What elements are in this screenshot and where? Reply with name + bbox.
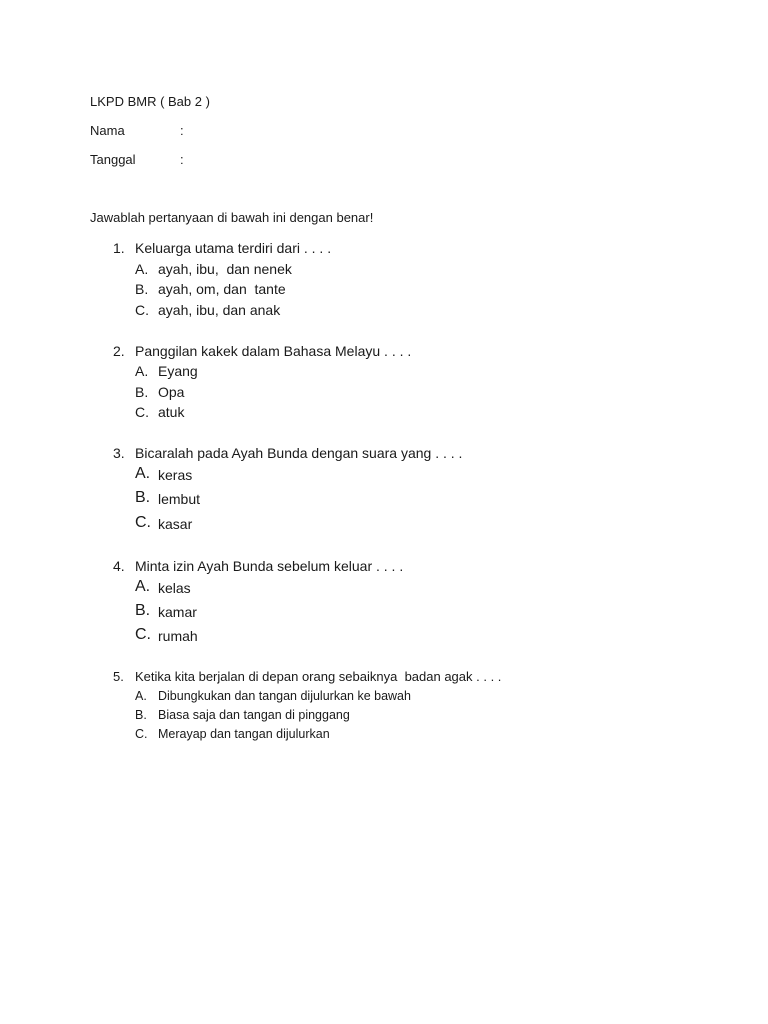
question-number: 1. bbox=[113, 240, 125, 256]
option-letter: B. bbox=[135, 708, 147, 722]
option-text: Dibungkukan dan tangan dijulurkan ke bawah bbox=[158, 689, 411, 703]
option-letter: C. bbox=[135, 727, 148, 741]
option-letter: A. bbox=[135, 465, 151, 482]
option-text: Opa bbox=[158, 384, 185, 400]
question-text: Bicaralah pada Ayah Bunda dengan suara yang . . . . bbox=[135, 445, 463, 461]
question-number: 5. bbox=[113, 669, 124, 684]
option-text: Merayap dan tangan dijulurkan bbox=[158, 727, 330, 741]
question-text: Minta izin Ayah Bunda sebelum keluar . . . . bbox=[135, 558, 404, 574]
question-text: Panggilan kakek dalam Bahasa Melayu . . . . bbox=[135, 343, 412, 359]
option-text: ayah, ibu, dan nenek bbox=[158, 261, 292, 277]
option-text: kelas bbox=[158, 580, 191, 596]
option-letter: A. bbox=[135, 261, 149, 277]
name-colon: : bbox=[180, 123, 184, 138]
instruction-text: Jawablah pertanyaan di bawah ini dengan benar! bbox=[90, 210, 374, 225]
option-letter: B. bbox=[135, 602, 151, 619]
option-text: ayah, ibu, dan anak bbox=[158, 302, 281, 318]
option-letter: A. bbox=[135, 578, 151, 595]
option-letter: B. bbox=[135, 384, 149, 400]
option-text: atuk bbox=[158, 404, 185, 420]
option-text: Eyang bbox=[158, 363, 198, 379]
question-text: Ketika kita berjalan di depan orang sebaiknya badan agak . . . . bbox=[135, 669, 502, 684]
name-label: Nama bbox=[90, 123, 125, 138]
option-letter: A. bbox=[135, 689, 147, 703]
option-text: kamar bbox=[158, 604, 197, 620]
option-letter: B. bbox=[135, 281, 149, 297]
option-letter: C. bbox=[135, 514, 151, 531]
question-number: 3. bbox=[113, 445, 125, 461]
question-text: Keluarga utama terdiri dari . . . . bbox=[135, 240, 332, 256]
date-colon: : bbox=[180, 152, 184, 167]
option-letter: C. bbox=[135, 626, 151, 643]
question-number: 2. bbox=[113, 343, 125, 359]
option-text: rumah bbox=[158, 628, 198, 644]
question-number: 4. bbox=[113, 558, 125, 574]
option-text: Biasa saja dan tangan di pinggang bbox=[158, 708, 350, 722]
option-letter: C. bbox=[135, 404, 149, 420]
option-letter: C. bbox=[135, 302, 149, 318]
option-text: lembut bbox=[158, 491, 201, 507]
option-text: keras bbox=[158, 467, 193, 483]
option-text: kasar bbox=[158, 516, 193, 532]
option-letter: B. bbox=[135, 489, 151, 506]
option-text: ayah, om, dan tante bbox=[158, 281, 286, 297]
option-letter: A. bbox=[135, 363, 149, 379]
date-label: Tanggal bbox=[90, 152, 136, 167]
document-title: LKPD BMR ( Bab 2 ) bbox=[90, 94, 210, 109]
